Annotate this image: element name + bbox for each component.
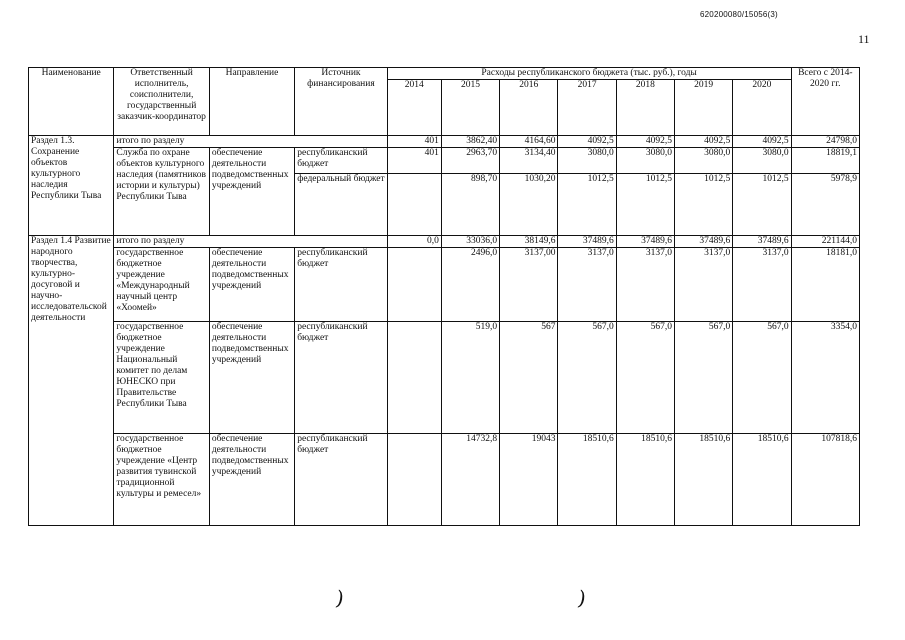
value-cell: 18510,6 [616,434,674,526]
source-cell: республиканский бюджет [295,248,387,322]
value-cell: 3354,0 [791,322,859,434]
header-year: 2020 [733,80,791,136]
table-row [29,434,860,526]
header-year: 2019 [674,80,732,136]
value-cell: 1012,5 [616,174,674,236]
value-cell: 18181,0 [791,248,859,322]
value-cell: 1012,5 [558,174,616,236]
value-cell: 3134,40 [500,148,558,174]
value-cell [387,174,441,236]
value-cell: 3862,40 [441,136,499,148]
table-row [29,148,860,174]
value-cell: 3080,0 [674,148,732,174]
section-name: Раздел 1.3. Сохранение объектов культурного наследия Республики Тыва [29,136,114,236]
header-expenses: Расходы республиканского бюджета (тыс. руб.), годы [387,68,791,80]
value-cell: 519,0 [441,322,499,434]
handwritten-mark: ) [575,585,588,611]
value-cell: 3137,0 [674,248,732,322]
page-number: 11 [858,32,870,46]
header-name: Наименование [29,68,114,136]
header-year: 2015 [441,80,499,136]
source-cell: республиканский бюджет [295,322,387,434]
header-year: 2016 [500,80,558,136]
section-subtotal-row [29,136,860,148]
responsible-cell: Служба по охране объектов культурного наследия (памятников истории и культуры) Республики Тыва [114,148,209,236]
value-cell: 1030,20 [500,174,558,236]
source-cell: федеральный бюджет [295,174,387,236]
subtotal-label: итого по разделу [114,236,387,248]
value-cell: 4092,5 [733,136,791,148]
source-cell: республиканский бюджет [295,434,387,526]
value-cell: 567 [500,322,558,434]
header-year: 2018 [616,80,674,136]
table-row [29,248,860,322]
value-cell: 38149,6 [500,236,558,248]
value-cell: 14732,8 [441,434,499,526]
value-cell: 37489,6 [616,236,674,248]
source-cell: республиканский бюджет [295,148,387,174]
value-cell: 18819,1 [791,148,859,174]
value-cell: 567,0 [674,322,732,434]
value-cell: 3080,0 [558,148,616,174]
value-cell: 221144,0 [791,236,859,248]
header-year: 2017 [558,80,616,136]
direction-cell: обеспечение деятельности подведомственных учреждений [209,148,294,236]
header-year: 2014 [387,80,441,136]
value-cell: 1012,5 [733,174,791,236]
header-source: Источник финансирования [295,68,387,136]
handwritten-mark: ) [333,585,346,611]
header-direction: Направление [209,68,294,136]
responsible-cell: государственное бюджетное учреждение «Международный научный центр «Хоомей» [114,248,209,322]
value-cell: 0,0 [387,236,441,248]
subtotal-label: итого по разделу [114,136,387,148]
document-number: 620200080/15056(3) [700,10,778,19]
direction-cell: обеспечение деятельности подведомственных учреждений [209,322,294,434]
value-cell: 3080,0 [733,148,791,174]
value-cell: 3080,0 [616,148,674,174]
value-cell: 3137,0 [558,248,616,322]
value-cell: 33036,0 [441,236,499,248]
value-cell: 4164,60 [500,136,558,148]
section-name: Раздел 1.4 Развитие народного творчества, культурно-досуговой и научно-исследовательской деятельности [29,236,114,526]
value-cell: 37489,6 [733,236,791,248]
value-cell: 3137,0 [616,248,674,322]
section-subtotal-row [29,236,860,248]
value-cell: 18510,6 [674,434,732,526]
value-cell: 107818,6 [791,434,859,526]
responsible-cell: государственное бюджетное учреждение «Центр развития тувинской традиционной культуры и ремесел» [114,434,209,526]
value-cell: 2963,70 [441,148,499,174]
value-cell: 24798,0 [791,136,859,148]
value-cell: 18510,6 [558,434,616,526]
value-cell: 4092,5 [674,136,732,148]
value-cell: 2496,0 [441,248,499,322]
value-cell: 3137,00 [500,248,558,322]
value-cell [387,434,441,526]
value-cell: 37489,6 [674,236,732,248]
value-cell: 1012,5 [674,174,732,236]
value-cell: 4092,5 [558,136,616,148]
value-cell: 401 [387,136,441,148]
value-cell: 18510,6 [733,434,791,526]
value-cell: 567,0 [616,322,674,434]
value-cell: 898,70 [441,174,499,236]
value-cell: 401 [387,148,441,174]
value-cell: 567,0 [733,322,791,434]
header-row [29,68,860,80]
value-cell [387,248,441,322]
header-total: Всего с 2014-2020 гг. [791,68,859,136]
value-cell: 37489,6 [558,236,616,248]
budget-table [28,67,860,526]
value-cell: 3137,0 [733,248,791,322]
header-responsible: Ответственный исполнитель, соисполнители, государственный заказчик-координатор [114,68,209,136]
table-row [29,322,860,434]
direction-cell: обеспечение деятельности подведомственных учреждений [209,434,294,526]
value-cell [387,322,441,434]
value-cell: 19043 [500,434,558,526]
value-cell: 4092,5 [616,136,674,148]
value-cell: 5978,9 [791,174,859,236]
responsible-cell: государственное бюджетное учреждение Национальный комитет по делам ЮНЕСКО при Правительстве Республики Тыва [114,322,209,434]
value-cell: 567,0 [558,322,616,434]
direction-cell: обеспечение деятельности подведомственных учреждений [209,248,294,322]
